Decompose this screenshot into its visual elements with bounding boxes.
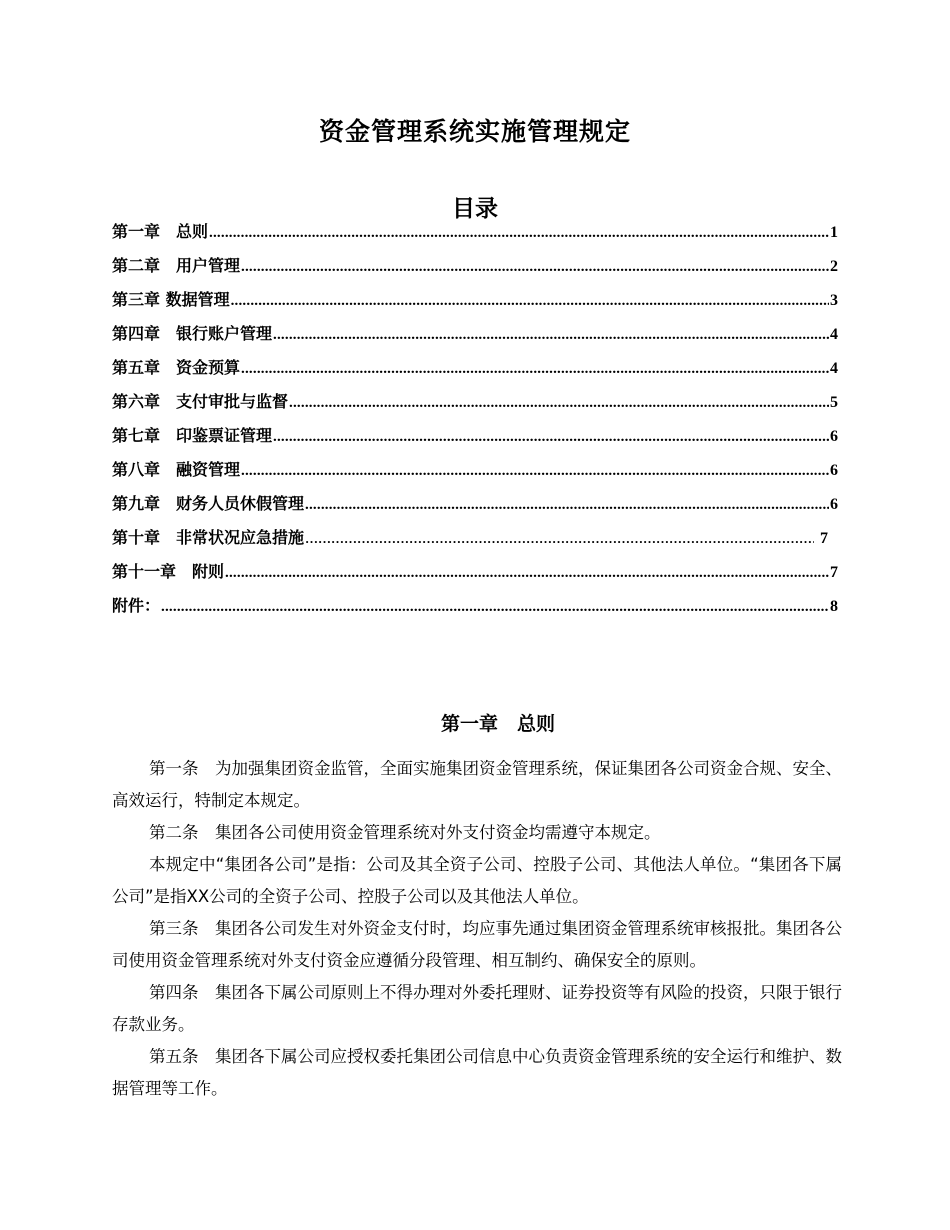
toc-dot-leader: [209, 218, 829, 248]
article-paragraph: 第四条 集团各下属公司原则上不得办理对外委托理财、证券投资等有风险的投资，只限于银行存款业务。: [112, 983, 842, 1034]
toc-entry[interactable]: [112, 353, 838, 387]
toc-entry-label: 第七章 印鉴票证管理: [112, 426, 273, 445]
toc-entry-label: 第一章 总则: [112, 222, 209, 241]
toc-entry-label: 第六章 支付审批与监督: [112, 392, 289, 411]
toc-entry[interactable]: [112, 455, 838, 489]
toc-entry-label: 第十章 非常状况应急措施: [112, 528, 305, 547]
toc-entry-label: 第八章 融资管理: [112, 460, 241, 479]
toc-entry-label: 第十一章 附则: [112, 562, 225, 581]
toc-entry-page: 6: [830, 462, 838, 479]
toc-entry-page: 5: [830, 394, 838, 411]
toc-dot-leader: [231, 286, 829, 316]
toc-entry-page: 1: [830, 224, 838, 241]
document-title: 资金管理系统实施管理规定: [318, 117, 631, 146]
toc-dot-leader: [225, 558, 829, 588]
toc-entry-label: 第九章 财务人员休假管理: [112, 494, 305, 513]
article-paragraph: 第五条 集团各下属公司应授权委托集团公司信息中心负责资金管理系统的安全运行和维护、数据管理等工作。: [112, 1047, 842, 1098]
toc-dot-leader: [241, 354, 829, 384]
toc-heading: 目录: [452, 196, 498, 222]
toc-entry-label: 附件：: [112, 596, 161, 615]
toc-entry-page: 7: [830, 564, 838, 581]
toc-entry-page: 8: [830, 598, 838, 615]
chapter-body: [112, 753, 842, 1105]
toc-entry-label: 第四章 银行账户管理: [112, 324, 273, 343]
toc-dot-leader: [241, 456, 829, 486]
toc-entry-page: 2: [830, 258, 838, 275]
toc-entry[interactable]: [112, 557, 838, 591]
toc-dot-leader: [289, 388, 829, 418]
toc-dot-leader: [305, 524, 814, 554]
toc-entry[interactable]: [112, 217, 838, 251]
chapter-title: 第一章 总则: [440, 713, 555, 735]
toc-entry-page: 6: [830, 496, 838, 513]
toc-dot-leader: [161, 592, 829, 622]
article-paragraph: 本规定中“集团各公司”是指：公司及其全资子公司、控股子公司、其他法人单位。“集团各下属公司”是指XX公司的全资子公司、控股子公司以及其他法人单位。: [112, 855, 842, 906]
toc-dot-leader: [273, 320, 829, 350]
toc-dot-leader: [273, 422, 829, 452]
toc-entry-page: 7: [820, 530, 828, 547]
article-paragraph: 第二条 集团各公司使用资金管理系统对外支付资金均需遵守本规定。: [149, 823, 661, 842]
toc-dot-leader: [305, 490, 829, 520]
article-paragraph: 第三条 集团各公司发生对外资金支付时，均应事先通过集团资金管理系统审核报批。集团各公司使用资金管理系统对外支付资金应遵循分段管理、相互制约、确保安全的原则。: [112, 919, 842, 970]
toc-dot-leader: [241, 252, 829, 282]
toc-entry-page: 3: [830, 292, 838, 309]
toc-entry[interactable]: [112, 523, 838, 557]
toc-entry[interactable]: [112, 251, 838, 285]
toc-entry-page: 4: [830, 360, 838, 377]
toc-entry-label: 第三章 数据管理: [112, 290, 230, 309]
table-of-contents: [112, 217, 838, 625]
toc-entry[interactable]: [112, 285, 838, 319]
toc-entry-page: 6: [830, 428, 838, 445]
toc-entry-label: 第五章 资金预算: [112, 358, 241, 377]
toc-entry[interactable]: [112, 319, 838, 353]
toc-entry[interactable]: [112, 489, 838, 523]
article-paragraph: 第一条 为加强集团资金监管，全面实施集团资金管理系统，保证集团各公司资金合规、安全、高效运行，特制定本规定。: [112, 759, 842, 810]
toc-entry-page: 4: [830, 326, 838, 343]
toc-entry[interactable]: [112, 387, 838, 421]
toc-entry[interactable]: [112, 591, 838, 625]
toc-entry[interactable]: [112, 421, 838, 455]
toc-entry-label: 第二章 用户管理: [112, 256, 241, 275]
